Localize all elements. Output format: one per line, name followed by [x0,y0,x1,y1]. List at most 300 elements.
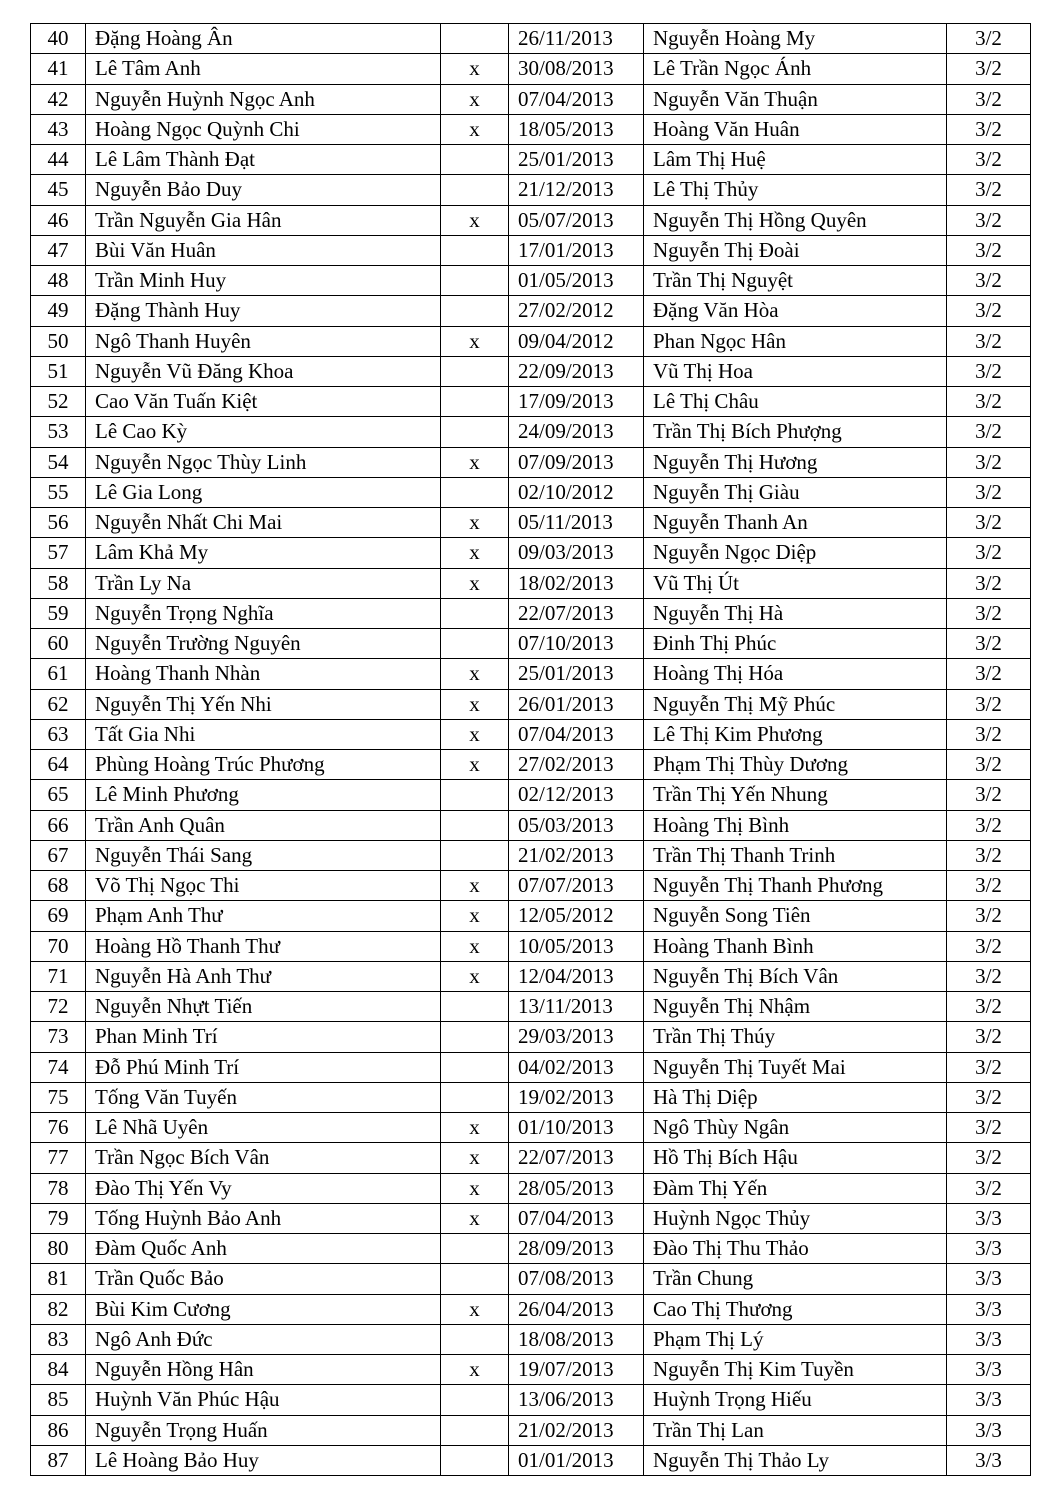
table-row [31,1173,1031,1203]
female-mark-cell [441,1052,509,1082]
parent-name-cell: Hoàng Thanh Bình [644,931,947,961]
row-number-cell: 77 [31,1143,86,1173]
table-row [31,840,1031,870]
table-row [31,1355,1031,1385]
class-cell: 3/3 [947,1324,1031,1354]
birth-date-cell: 07/04/2013 [509,84,644,114]
student-name-cell: Hoàng Thanh Nhàn [86,659,441,689]
birth-date-cell: 22/09/2013 [509,356,644,386]
class-cell: 3/2 [947,901,1031,931]
parent-name-cell: Nguyễn Văn Thuận [644,84,947,114]
table-row [31,54,1031,84]
student-name-cell: Nguyễn Trọng Huấn [86,1415,441,1445]
female-mark-cell [441,175,509,205]
birth-date-cell: 18/08/2013 [509,1324,644,1354]
birth-date-cell: 26/11/2013 [509,24,644,54]
class-cell: 3/2 [947,387,1031,417]
class-cell: 3/2 [947,840,1031,870]
birth-date-cell: 24/09/2013 [509,417,644,447]
birth-date-cell: 07/08/2013 [509,1264,644,1294]
row-number-cell: 52 [31,387,86,417]
table-row [31,659,1031,689]
row-number-cell: 68 [31,871,86,901]
row-number-cell: 72 [31,992,86,1022]
parent-name-cell: Phan Ngọc Hân [644,326,947,356]
table-row [31,1415,1031,1445]
student-name-cell: Trần Ngọc Bích Vân [86,1143,441,1173]
female-mark-cell: x [441,689,509,719]
class-cell: 3/2 [947,477,1031,507]
student-name-cell: Phạm Anh Thư [86,901,441,931]
row-number-cell: 86 [31,1415,86,1445]
student-name-cell: Tất Gia Nhi [86,719,441,749]
parent-name-cell: Cao Thị Thương [644,1294,947,1324]
row-number-cell: 85 [31,1385,86,1415]
row-number-cell: 63 [31,719,86,749]
class-cell: 3/2 [947,1113,1031,1143]
parent-name-cell: Ngô Thùy Ngân [644,1113,947,1143]
female-mark-cell: x [441,1294,509,1324]
class-cell: 3/2 [947,175,1031,205]
student-name-cell: Cao Văn Tuấn Kiệt [86,387,441,417]
parent-name-cell: Nguyễn Thị Thảo Ly [644,1445,947,1475]
table-row [31,387,1031,417]
female-mark-cell: x [441,901,509,931]
female-mark-cell [441,1415,509,1445]
table-row [31,1264,1031,1294]
row-number-cell: 43 [31,114,86,144]
birth-date-cell: 17/09/2013 [509,387,644,417]
row-number-cell: 64 [31,750,86,780]
parent-name-cell: Đàm Thị Yến [644,1173,947,1203]
female-mark-cell: x [441,205,509,235]
student-name-cell: Lê Nhã Uyên [86,1113,441,1143]
birth-date-cell: 13/06/2013 [509,1385,644,1415]
female-mark-cell: x [441,871,509,901]
row-number-cell: 58 [31,568,86,598]
birth-date-cell: 21/12/2013 [509,175,644,205]
female-mark-cell: x [441,1203,509,1233]
parent-name-cell: Trần Thị Nguyệt [644,266,947,296]
class-cell: 3/2 [947,235,1031,265]
female-mark-cell: x [441,54,509,84]
row-number-cell: 67 [31,840,86,870]
row-number-cell: 47 [31,235,86,265]
female-mark-cell: x [441,568,509,598]
row-number-cell: 59 [31,598,86,628]
female-mark-cell: x [441,447,509,477]
class-cell: 3/2 [947,871,1031,901]
parent-name-cell: Nguyễn Thị Bích Vân [644,961,947,991]
class-cell: 3/2 [947,810,1031,840]
table-body [31,24,1031,1476]
table-row [31,1324,1031,1354]
table-row [31,961,1031,991]
parent-name-cell: Trần Thị Thanh Trinh [644,840,947,870]
female-mark-cell [441,266,509,296]
row-number-cell: 69 [31,901,86,931]
class-cell: 3/2 [947,719,1031,749]
table-row [31,508,1031,538]
student-name-cell: Lê Lâm Thành Đạt [86,145,441,175]
student-name-cell: Trần Minh Huy [86,266,441,296]
female-mark-cell: x [441,750,509,780]
parent-name-cell: Đào Thị Thu Thảo [644,1234,947,1264]
row-number-cell: 41 [31,54,86,84]
student-name-cell: Nguyễn Ngọc Thùy Linh [86,447,441,477]
birth-date-cell: 05/11/2013 [509,508,644,538]
class-cell: 3/2 [947,598,1031,628]
female-mark-cell: x [441,1143,509,1173]
parent-name-cell: Nguyễn Thị Hương [644,447,947,477]
female-mark-cell: x [441,114,509,144]
row-number-cell: 79 [31,1203,86,1233]
birth-date-cell: 25/01/2013 [509,659,644,689]
parent-name-cell: Lâm Thị Huệ [644,145,947,175]
parent-name-cell: Nguyễn Thị Nhậm [644,992,947,1022]
student-name-cell: Trần Quốc Bảo [86,1264,441,1294]
student-name-cell: Đàm Quốc Anh [86,1234,441,1264]
class-cell: 3/2 [947,689,1031,719]
row-number-cell: 76 [31,1113,86,1143]
table-row [31,598,1031,628]
student-list-table [30,23,1031,1476]
class-cell: 3/2 [947,296,1031,326]
table-row [31,1052,1031,1082]
row-number-cell: 74 [31,1052,86,1082]
row-number-cell: 78 [31,1173,86,1203]
student-name-cell: Tống Huỳnh Bảo Anh [86,1203,441,1233]
class-cell: 3/2 [947,84,1031,114]
class-cell: 3/2 [947,447,1031,477]
female-mark-cell [441,296,509,326]
student-name-cell: Nguyễn Trường Nguyên [86,629,441,659]
row-number-cell: 75 [31,1082,86,1112]
female-mark-cell [441,356,509,386]
birth-date-cell: 07/09/2013 [509,447,644,477]
table-row [31,901,1031,931]
birth-date-cell: 04/02/2013 [509,1052,644,1082]
student-name-cell: Nguyễn Nhất Chi Mai [86,508,441,538]
birth-date-cell: 12/04/2013 [509,961,644,991]
parent-name-cell: Nguyễn Thị Hồng Quyên [644,205,947,235]
birth-date-cell: 18/05/2013 [509,114,644,144]
table-row [31,417,1031,447]
class-cell: 3/2 [947,931,1031,961]
table-row [31,719,1031,749]
parent-name-cell: Nguyễn Song Tiên [644,901,947,931]
birth-date-cell: 09/04/2012 [509,326,644,356]
row-number-cell: 42 [31,84,86,114]
student-name-cell: Lê Gia Long [86,477,441,507]
parent-name-cell: Hoàng Văn Huân [644,114,947,144]
student-name-cell: Hoàng Hồ Thanh Thư [86,931,441,961]
class-cell: 3/2 [947,1082,1031,1112]
row-number-cell: 55 [31,477,86,507]
row-number-cell: 54 [31,447,86,477]
row-number-cell: 48 [31,266,86,296]
birth-date-cell: 13/11/2013 [509,992,644,1022]
student-name-cell: Lê Cao Kỳ [86,417,441,447]
female-mark-cell: x [441,84,509,114]
class-cell: 3/2 [947,508,1031,538]
class-cell: 3/2 [947,417,1031,447]
class-cell: 3/3 [947,1294,1031,1324]
female-mark-cell: x [441,659,509,689]
table-row [31,1294,1031,1324]
female-mark-cell [441,810,509,840]
female-mark-cell [441,417,509,447]
female-mark-cell: x [441,1173,509,1203]
row-number-cell: 49 [31,296,86,326]
parent-name-cell: Trần Thị Yến Nhung [644,780,947,810]
parent-name-cell: Trần Thị Lan [644,1415,947,1445]
student-name-cell: Nguyễn Nhựt Tiến [86,992,441,1022]
birth-date-cell: 27/02/2012 [509,296,644,326]
class-cell: 3/2 [947,538,1031,568]
parent-name-cell: Đặng Văn Hòa [644,296,947,326]
student-name-cell: Nguyễn Thị Yến Nhi [86,689,441,719]
table-row [31,871,1031,901]
table-row [31,296,1031,326]
table-row [31,356,1031,386]
table-row [31,750,1031,780]
female-mark-cell: x [441,508,509,538]
student-name-cell: Nguyễn Bảo Duy [86,175,441,205]
female-mark-cell [441,387,509,417]
class-cell: 3/2 [947,961,1031,991]
table-row [31,931,1031,961]
table-row [31,266,1031,296]
student-name-cell: Phùng Hoàng Trúc Phương [86,750,441,780]
female-mark-cell [441,1082,509,1112]
class-cell: 3/2 [947,356,1031,386]
student-name-cell: Ngô Anh Đức [86,1324,441,1354]
student-name-cell: Nguyễn Hồng Hân [86,1355,441,1385]
row-number-cell: 51 [31,356,86,386]
female-mark-cell: x [441,326,509,356]
birth-date-cell: 02/10/2012 [509,477,644,507]
row-number-cell: 45 [31,175,86,205]
parent-name-cell: Lê Thị Thủy [644,175,947,205]
female-mark-cell: x [441,538,509,568]
table-row [31,689,1031,719]
birth-date-cell: 19/07/2013 [509,1355,644,1385]
student-name-cell: Đặng Hoàng Ân [86,24,441,54]
student-name-cell: Nguyễn Trọng Nghĩa [86,598,441,628]
birth-date-cell: 30/08/2013 [509,54,644,84]
birth-date-cell: 07/07/2013 [509,871,644,901]
table-row [31,1203,1031,1233]
class-cell: 3/2 [947,568,1031,598]
female-mark-cell [441,1234,509,1264]
student-name-cell: Đào Thị Yến Vy [86,1173,441,1203]
row-number-cell: 81 [31,1264,86,1294]
student-name-cell: Võ Thị Ngọc Thi [86,871,441,901]
table-row [31,326,1031,356]
row-number-cell: 83 [31,1324,86,1354]
row-number-cell: 62 [31,689,86,719]
parent-name-cell: Huỳnh Ngọc Thủy [644,1203,947,1233]
row-number-cell: 71 [31,961,86,991]
table-row [31,1022,1031,1052]
class-cell: 3/2 [947,145,1031,175]
female-mark-cell [441,598,509,628]
birth-date-cell: 07/04/2013 [509,1203,644,1233]
birth-date-cell: 28/09/2013 [509,1234,644,1264]
parent-name-cell: Lê Thị Kim Phương [644,719,947,749]
student-name-cell: Phan Minh Trí [86,1022,441,1052]
class-cell: 3/3 [947,1415,1031,1445]
birth-date-cell: 07/10/2013 [509,629,644,659]
student-name-cell: Bùi Văn Huân [86,235,441,265]
birth-date-cell: 26/04/2013 [509,1294,644,1324]
birth-date-cell: 22/07/2013 [509,598,644,628]
table-row [31,477,1031,507]
table-row [31,1385,1031,1415]
class-cell: 3/3 [947,1385,1031,1415]
student-name-cell: Hoàng Ngọc Quỳnh Chi [86,114,441,144]
birth-date-cell: 09/03/2013 [509,538,644,568]
female-mark-cell [441,235,509,265]
birth-date-cell: 21/02/2013 [509,1415,644,1445]
parent-name-cell: Trần Chung [644,1264,947,1294]
class-cell: 3/2 [947,1022,1031,1052]
female-mark-cell [441,1445,509,1475]
student-name-cell: Nguyễn Vũ Đăng Khoa [86,356,441,386]
female-mark-cell [441,1022,509,1052]
birth-date-cell: 26/01/2013 [509,689,644,719]
student-name-cell: Trần Ly Na [86,568,441,598]
female-mark-cell: x [441,1113,509,1143]
parent-name-cell: Trần Thị Thúy [644,1022,947,1052]
row-number-cell: 65 [31,780,86,810]
birth-date-cell: 10/05/2013 [509,931,644,961]
row-number-cell: 53 [31,417,86,447]
row-number-cell: 56 [31,508,86,538]
row-number-cell: 46 [31,205,86,235]
birth-date-cell: 25/01/2013 [509,145,644,175]
class-cell: 3/3 [947,1355,1031,1385]
class-cell: 3/2 [947,326,1031,356]
class-cell: 3/2 [947,629,1031,659]
table-row [31,1113,1031,1143]
female-mark-cell [441,1385,509,1415]
student-name-cell: Đỗ Phú Minh Trí [86,1052,441,1082]
class-cell: 3/2 [947,659,1031,689]
birth-date-cell: 01/05/2013 [509,266,644,296]
parent-name-cell: Nguyễn Thanh An [644,508,947,538]
class-cell: 3/2 [947,992,1031,1022]
class-cell: 3/3 [947,1234,1031,1264]
birth-date-cell: 22/07/2013 [509,1143,644,1173]
table-row [31,1082,1031,1112]
student-name-cell: Bùi Kim Cương [86,1294,441,1324]
row-number-cell: 70 [31,931,86,961]
class-cell: 3/2 [947,266,1031,296]
student-name-cell: Lê Minh Phương [86,780,441,810]
female-mark-cell [441,145,509,175]
row-number-cell: 40 [31,24,86,54]
birth-date-cell: 21/02/2013 [509,840,644,870]
row-number-cell: 61 [31,659,86,689]
table-row [31,24,1031,54]
student-name-cell: Nguyễn Huỳnh Ngọc Anh [86,84,441,114]
table-row [31,447,1031,477]
row-number-cell: 66 [31,810,86,840]
class-cell: 3/3 [947,1264,1031,1294]
parent-name-cell: Hà Thị Diệp [644,1082,947,1112]
table-row [31,235,1031,265]
table-row [31,780,1031,810]
row-number-cell: 50 [31,326,86,356]
parent-name-cell: Phạm Thị Thùy Dương [644,750,947,780]
table-row [31,205,1031,235]
female-mark-cell [441,477,509,507]
row-number-cell: 80 [31,1234,86,1264]
table-row [31,145,1031,175]
birth-date-cell: 12/05/2012 [509,901,644,931]
row-number-cell: 73 [31,1022,86,1052]
birth-date-cell: 02/12/2013 [509,780,644,810]
parent-name-cell: Huỳnh Trọng Hiếu [644,1385,947,1415]
parent-name-cell: Phạm Thị Lý [644,1324,947,1354]
row-number-cell: 87 [31,1445,86,1475]
parent-name-cell: Nguyễn Ngọc Diệp [644,538,947,568]
parent-name-cell: Nguyễn Thị Thanh Phương [644,871,947,901]
table-row [31,175,1031,205]
parent-name-cell: Nguyễn Thị Kim Tuyền [644,1355,947,1385]
parent-name-cell: Nguyễn Thị Mỹ Phúc [644,689,947,719]
birth-date-cell: 05/03/2013 [509,810,644,840]
birth-date-cell: 05/07/2013 [509,205,644,235]
class-cell: 3/2 [947,1173,1031,1203]
table-row [31,1445,1031,1475]
student-name-cell: Trần Anh Quân [86,810,441,840]
table-row [31,538,1031,568]
class-cell: 3/3 [947,1203,1031,1233]
female-mark-cell [441,840,509,870]
class-cell: 3/2 [947,1143,1031,1173]
class-cell: 3/2 [947,114,1031,144]
student-name-cell: Đặng Thành Huy [86,296,441,326]
parent-name-cell: Hoàng Thị Hóa [644,659,947,689]
parent-name-cell: Nguyễn Thị Hà [644,598,947,628]
female-mark-cell: x [441,931,509,961]
student-name-cell: Trần Nguyễn Gia Hân [86,205,441,235]
row-number-cell: 57 [31,538,86,568]
female-mark-cell: x [441,719,509,749]
female-mark-cell [441,629,509,659]
student-name-cell: Huỳnh Văn Phúc Hậu [86,1385,441,1415]
student-name-cell: Lê Hoàng Bảo Huy [86,1445,441,1475]
birth-date-cell: 27/02/2013 [509,750,644,780]
parent-name-cell: Nguyễn Thị Đoài [644,235,947,265]
class-cell: 3/2 [947,750,1031,780]
birth-date-cell: 17/01/2013 [509,235,644,265]
table-row [31,1234,1031,1264]
birth-date-cell: 29/03/2013 [509,1022,644,1052]
female-mark-cell: x [441,1355,509,1385]
class-cell: 3/2 [947,54,1031,84]
parent-name-cell: Lê Thị Châu [644,387,947,417]
parent-name-cell: Hồ Thị Bích Hậu [644,1143,947,1173]
row-number-cell: 84 [31,1355,86,1385]
table-row [31,84,1031,114]
birth-date-cell: 01/01/2013 [509,1445,644,1475]
birth-date-cell: 01/10/2013 [509,1113,644,1143]
birth-date-cell: 18/02/2013 [509,568,644,598]
